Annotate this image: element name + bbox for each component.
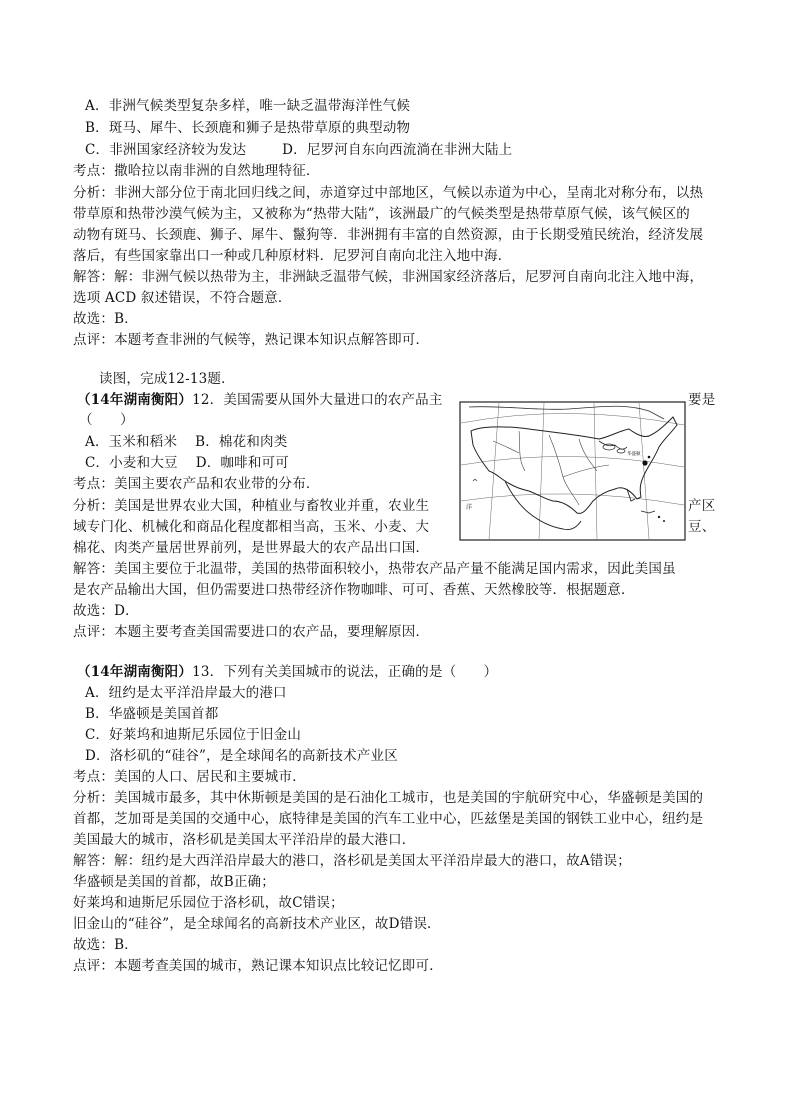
fenxi-line: 美国最大的城市，洛杉矶是美国太平洋沿岸的最大港口． — [73, 832, 416, 848]
fenxi-line: 落后，有些国家靠出口一种或几种原材料．尼罗河自南向北注入地中海． — [73, 248, 512, 264]
dianping: 点评：本题考查美国的城市，熟记课本知识点比较记忆即可． — [73, 958, 443, 974]
jieda-line: 解答：解：非洲气候以热带为主，非洲缺乏温带气候，非洲国家经济落后，尼罗河自南向北注入地中海， — [73, 269, 704, 285]
intro: 读图，完成12-13题． — [99, 371, 235, 387]
option-a: A．非洲气候类型复杂多样，唯一缺乏温带海洋性气候 — [85, 98, 411, 114]
jieda-line: 是农产品输出大国，但仍需要进口热带经济作物咖啡、可可、香蕉、天然橡胶等．根据题意． — [73, 582, 635, 598]
q12-stem-text: 12．美国需要从国外大量进口的农产品主 — [192, 392, 443, 408]
jieda-line: 选项 ACD 叙述错误，不符合题意． — [73, 290, 292, 306]
q12-stem-end: 要是 — [688, 392, 716, 408]
option-c-d: C．非洲国家经济较为发达 D．尼罗河自东向西流淌在非洲大陆上 — [85, 142, 513, 158]
guxuan: 故选：B． — [73, 311, 138, 327]
kaodian: 考点：撒哈拉以南非洲的自然地理特征． — [73, 163, 320, 179]
fenxi-line: 分析：美国城市最多，其中休斯顿是美国的是石油化工城市，也是美国的宇航研究中心，华盛顿是美国的 — [73, 790, 704, 806]
q12-option-c-d: C．小麦和大豆 D．咖啡和可可 — [85, 455, 289, 471]
usa-map-figure — [459, 401, 686, 541]
jieda-line: 解答：解：纽约是大西洋沿岸最大的港口，洛杉矶是美国太平洋沿岸最大的港口，故A错误； — [73, 853, 631, 869]
washington-marker-icon — [642, 460, 647, 465]
jieda-line: 华盛顿是美国的首都，故B正确； — [73, 874, 275, 890]
jieda-line: 解答：美国主要位于北温带，美国的热带面积较小，热带农产品产量不能满足国内需求，因此美国虽 — [73, 561, 676, 577]
q13-stem — [77, 663, 497, 681]
q13-option-c: C．好莱坞和迪斯尼乐园位于旧金山 — [85, 727, 302, 743]
fenxi-line: 分析：非洲大部分位于南北回归线之间，赤道穿过中部地区，气候以赤道为中心，呈南北对称分布，以热 — [73, 185, 704, 201]
fenxi-line: 域专门化、机械化和商品化程度都相当高，玉米、小麦、大 — [73, 519, 430, 535]
q13-stem-text: 13．下列有关美国城市的说法，正确的是（ ） — [192, 664, 498, 680]
guxuan: 故选：B． — [73, 937, 138, 953]
q12-paren: （ ） — [79, 412, 134, 428]
q13-source: （14年湖南衡阳） — [77, 664, 193, 680]
q13-option-b: B．华盛顿是美国首都 — [85, 706, 219, 722]
q12-stem — [77, 391, 443, 409]
fenxi-line: 带草原和热带沙漠气候为主，又被称为“热带大陆”，该洲最广的气候类型是热带草原气候，该气候区的 — [73, 206, 691, 222]
q12-option-a-b: A．玉米和稻米 B．棉花和肉类 — [85, 434, 288, 450]
kaodian: 考点：美国主要农产品和农业带的分布． — [73, 476, 320, 492]
kaodian: 考点：美国的人口、居民和主要城市． — [73, 769, 306, 785]
q12-source: （14年湖南衡阳） — [77, 392, 193, 408]
option-b: B．斑马、犀牛、长颈鹿和狮子是热带草原的典型动物 — [85, 120, 411, 136]
map-label-city: 华盛顿 — [627, 452, 641, 457]
q13-option-d: D．洛杉矶的“硅谷”，是全球闻名的高新技术产业区 — [85, 748, 398, 764]
fenxi-line-end: 产区 — [688, 498, 716, 514]
fenxi-line: 动物有斑马、长颈鹿、狮子、犀牛、鬣狗等．非洲拥有丰富的自然资源，由于长期受殖民统治，经济发展 — [73, 227, 704, 243]
fenxi-line: 分析：美国是世界农业大国，种植业与畜牧业并重，农业生 — [73, 498, 430, 514]
jieda-line: 旧金山的“硅谷”，是全球闻名的高新技术产业区，故D错误． — [73, 916, 441, 932]
dianping: 点评：本题考查非洲的气候等，熟记课本知识点解答即可． — [73, 332, 430, 348]
fenxi-line: 首都，芝加哥是美国的交通中心，底特律是美国的汽车工业中心，匹兹堡是美国的钢铁工业中心，纽约是 — [73, 811, 704, 827]
jieda-line: 好莱坞和迪斯尼乐园位于洛杉矶，故C错误； — [73, 895, 344, 911]
fenxi-line-end: 豆、 — [688, 519, 716, 535]
q13-option-a: A．纽约是太平洋沿岸最大的港口 — [85, 685, 287, 701]
guxuan: 故选：D． — [73, 603, 139, 619]
fenxi-line: 棉花、肉类产量居世界前列，是世界最大的农产品出口国． — [73, 540, 430, 556]
map-label-ocean: 洋 — [466, 504, 473, 511]
dianping: 点评：本题主要考查美国需要进口的农产品，要理解原因． — [73, 624, 430, 640]
